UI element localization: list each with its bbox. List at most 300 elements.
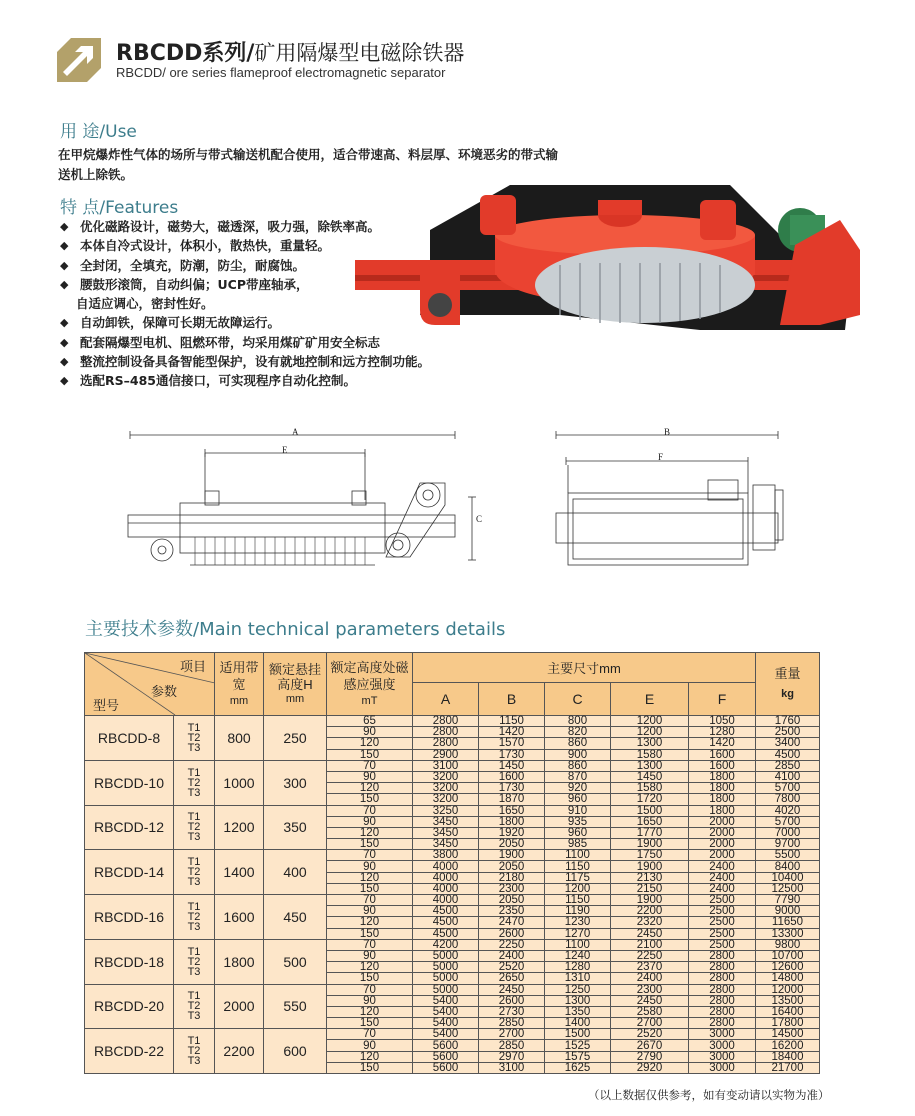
- table-cell: 2670: [611, 1040, 689, 1051]
- table-cell: 2800: [689, 962, 756, 973]
- table-cell: 3000: [689, 1062, 756, 1073]
- table-cell: 1800: [689, 794, 756, 805]
- table-cell: 1900: [611, 861, 689, 872]
- hdr-col-b: B: [479, 683, 545, 716]
- table-cell: 10700: [756, 950, 820, 961]
- table-cell: 1800: [689, 805, 756, 816]
- table-cell: 70: [327, 850, 413, 861]
- table-row: [85, 805, 820, 816]
- table-cell: 1770: [611, 827, 689, 838]
- table-cell: 2580: [611, 1006, 689, 1017]
- table-cell: 5000: [413, 962, 479, 973]
- belt-cell: 1200: [215, 805, 264, 850]
- table-cell: 1580: [611, 749, 689, 760]
- table-cell: 1200: [611, 727, 689, 738]
- table-cell: 2600: [479, 928, 545, 939]
- table-cell: 2800: [689, 995, 756, 1006]
- table-cell: 4200: [413, 939, 479, 950]
- table-cell: 14800: [756, 973, 820, 984]
- table-cell: 1760: [756, 716, 820, 727]
- model-cell: RBCDD-14: [85, 850, 174, 895]
- bullet-diamond-icon: ◆: [60, 316, 69, 330]
- type-cell: T1 T2 T3: [174, 850, 215, 895]
- model-cell: RBCDD-20: [85, 984, 174, 1029]
- table-cell: 1300: [611, 760, 689, 771]
- feature-item: ◆ 整流控制设备具备智能型保护，设有就地控制和远方控制功能。: [58, 352, 578, 371]
- height-cell: 400: [264, 850, 327, 895]
- table-cell: 90: [327, 906, 413, 917]
- table-cell: 2130: [611, 872, 689, 883]
- table-row: [85, 850, 820, 861]
- table-cell: 18400: [756, 1051, 820, 1062]
- bullet-diamond-icon: ◆: [60, 258, 69, 272]
- height-cell: 450: [264, 895, 327, 940]
- table-cell: 1800: [689, 771, 756, 782]
- table-cell: 1525: [545, 1040, 611, 1051]
- table-cell: 2500: [689, 917, 756, 928]
- machine-photo: [260, 175, 860, 345]
- use-text: 在甲烷爆炸性气体的场所与带式输送机配合使用，适合带速高、料层厚、环境恶劣的带式输送机上除铁。: [58, 147, 559, 182]
- table-row: [85, 1029, 820, 1040]
- table-cell: 2700: [479, 1029, 545, 1040]
- table-cell: 17800: [756, 1018, 820, 1029]
- table-cell: 90: [327, 816, 413, 827]
- table-cell: 2450: [611, 928, 689, 939]
- table-cell: 2350: [479, 906, 545, 917]
- table-cell: 4020: [756, 805, 820, 816]
- table-cell: 2450: [479, 984, 545, 995]
- table-cell: 70: [327, 895, 413, 906]
- params-heading: 主要技术参数/Main technical parameters details: [85, 619, 506, 640]
- table-cell: 2000: [689, 839, 756, 850]
- table-cell: 960: [545, 794, 611, 805]
- table-cell: 1650: [479, 805, 545, 816]
- table-cell: 10400: [756, 872, 820, 883]
- table-cell: 1870: [479, 794, 545, 805]
- end-view-drawing: [548, 425, 788, 585]
- table-cell: 14500: [756, 1029, 820, 1040]
- table-cell: 860: [545, 760, 611, 771]
- table-cell: 2520: [479, 962, 545, 973]
- table-cell: 2800: [689, 1006, 756, 1017]
- belt-cell: 2000: [215, 984, 264, 1029]
- table-cell: 3800: [413, 850, 479, 861]
- table-cell: 1400: [545, 1018, 611, 1029]
- table-cell: 2600: [479, 995, 545, 1006]
- header-corner-cell: [85, 653, 215, 716]
- table-cell: 1280: [689, 727, 756, 738]
- table-cell: 1190: [545, 906, 611, 917]
- table-cell: 16200: [756, 1040, 820, 1051]
- table-cell: 4000: [413, 872, 479, 883]
- table-cell: 5400: [413, 1018, 479, 1029]
- footnote: （以上数据仅供参考，如有变动请以实物为准）: [588, 1088, 830, 1102]
- table-cell: 1730: [479, 749, 545, 760]
- table-cell: 3100: [413, 760, 479, 771]
- table-cell: 120: [327, 1051, 413, 1062]
- table-cell: 910: [545, 805, 611, 816]
- table-cell: 1600: [689, 760, 756, 771]
- hdr-weight-cell: 重量 kg: [756, 653, 820, 716]
- table-cell: 2500: [689, 939, 756, 950]
- hdr-col-f: F: [689, 683, 756, 716]
- brand-logo-icon: [57, 38, 101, 82]
- table-cell: 1450: [611, 771, 689, 782]
- feature-item: ◆ 腰鼓形滚筒，自动纠偏；UCP带座轴承，: [58, 275, 578, 294]
- type-cell: T1 T2 T3: [174, 984, 215, 1029]
- table-cell: 2000: [689, 816, 756, 827]
- table-cell: 5700: [756, 783, 820, 794]
- table-cell: 1420: [479, 727, 545, 738]
- type-cell: T1 T2 T3: [174, 895, 215, 940]
- table-cell: 5400: [413, 995, 479, 1006]
- table-cell: 3200: [413, 783, 479, 794]
- table-cell: 150: [327, 973, 413, 984]
- table-cell: 2800: [689, 950, 756, 961]
- table-cell: 120: [327, 962, 413, 973]
- table-cell: 1200: [611, 716, 689, 727]
- table-cell: 2400: [689, 883, 756, 894]
- table-cell: 1240: [545, 950, 611, 961]
- table-cell: 1500: [545, 1029, 611, 1040]
- table-cell: 1900: [611, 895, 689, 906]
- feature-item: ◆ 全封闭，全填充，防潮，防尘，耐腐蚀。: [58, 256, 578, 275]
- table-cell: 1580: [611, 783, 689, 794]
- table-cell: 90: [327, 727, 413, 738]
- table-cell: 1100: [545, 850, 611, 861]
- table-cell: 1280: [545, 962, 611, 973]
- table-cell: 65: [327, 716, 413, 727]
- table-cell: 1900: [611, 839, 689, 850]
- table-cell: 1420: [689, 738, 756, 749]
- table-row: [85, 760, 820, 771]
- type-cell: T1 T2 T3: [174, 939, 215, 984]
- table-cell: 2800: [413, 727, 479, 738]
- table-cell: 1350: [545, 1006, 611, 1017]
- table-cell: 1800: [479, 816, 545, 827]
- height-cell: 300: [264, 760, 327, 805]
- hdr-model: 型号: [93, 698, 120, 713]
- table-body: [85, 716, 820, 1074]
- table-cell: 70: [327, 805, 413, 816]
- table-cell: 5000: [413, 973, 479, 984]
- table-cell: 120: [327, 917, 413, 928]
- table-cell: 5600: [413, 1051, 479, 1062]
- feature-item: ◆ 配套隔爆型电机、阻燃环带，均采用煤矿矿用安全标志: [58, 333, 578, 352]
- table-cell: 13300: [756, 928, 820, 939]
- table-cell: 150: [327, 928, 413, 939]
- table-cell: 1450: [479, 760, 545, 771]
- table-cell: 2500: [756, 727, 820, 738]
- bullet-diamond-icon: ◆: [60, 220, 69, 233]
- dim-label-e: E: [282, 445, 288, 455]
- table-cell: 2400: [479, 950, 545, 961]
- table-cell: 2700: [611, 1018, 689, 1029]
- feature-item: ◆ 本体自冷式设计，体积小，散热快，重量轻。: [58, 236, 578, 255]
- table-cell: 150: [327, 749, 413, 760]
- table-cell: 1570: [479, 738, 545, 749]
- table-cell: 150: [327, 794, 413, 805]
- page-subtitle: RBCDD/ ore series flameproof electromagnetic separator: [116, 65, 446, 80]
- model-cell: RBCDD-10: [85, 760, 174, 805]
- table-cell: 70: [327, 1029, 413, 1040]
- table-cell: 1300: [545, 995, 611, 1006]
- hdr-param: 参数: [151, 684, 178, 699]
- table-cell: 1625: [545, 1062, 611, 1073]
- table-cell: 935: [545, 816, 611, 827]
- table-cell: 2300: [479, 883, 545, 894]
- table-cell: 2500: [689, 906, 756, 917]
- table-cell: 2050: [479, 861, 545, 872]
- table-cell: 3450: [413, 827, 479, 838]
- table-row: [85, 895, 820, 906]
- table-cell: 5600: [413, 1040, 479, 1051]
- table-cell: 2800: [413, 716, 479, 727]
- table-cell: 4000: [413, 861, 479, 872]
- table-cell: 1300: [611, 738, 689, 749]
- side-view-drawing: [120, 425, 500, 585]
- table-cell: 2100: [611, 939, 689, 950]
- table-cell: 3400: [756, 738, 820, 749]
- table-cell: 2050: [479, 839, 545, 850]
- table-cell: 2650: [479, 973, 545, 984]
- table-cell: 2250: [479, 939, 545, 950]
- table-cell: 2730: [479, 1006, 545, 1017]
- model-cell: RBCDD-18: [85, 939, 174, 984]
- table-cell: 90: [327, 861, 413, 872]
- belt-cell: 1800: [215, 939, 264, 984]
- height-cell: 250: [264, 716, 327, 761]
- table-cell: 1100: [545, 939, 611, 950]
- dim-label-b: B: [664, 427, 671, 437]
- hdr-height-cell: 额定悬挂高度H mm: [264, 653, 327, 716]
- hdr-col-e: E: [611, 683, 689, 716]
- table-cell: 2000: [689, 827, 756, 838]
- table-cell: 2180: [479, 872, 545, 883]
- table-cell: 3200: [413, 771, 479, 782]
- table-cell: 9000: [756, 906, 820, 917]
- table-row: [85, 984, 820, 995]
- table-cell: 2900: [413, 749, 479, 760]
- table-cell: 2450: [611, 995, 689, 1006]
- model-cell: RBCDD-8: [85, 716, 174, 761]
- height-cell: 350: [264, 805, 327, 850]
- table-cell: 5000: [413, 984, 479, 995]
- table-cell: 1270: [545, 928, 611, 939]
- table-cell: 2250: [611, 950, 689, 961]
- table-cell: 2920: [611, 1062, 689, 1073]
- table-cell: 1920: [479, 827, 545, 838]
- table-cell: 9800: [756, 939, 820, 950]
- table-cell: 2370: [611, 962, 689, 973]
- model-cell: RBCDD-22: [85, 1029, 174, 1074]
- table-cell: 1310: [545, 973, 611, 984]
- table-cell: 7000: [756, 827, 820, 838]
- table-cell: 1750: [611, 850, 689, 861]
- table-cell: 3450: [413, 839, 479, 850]
- model-cell: RBCDD-12: [85, 805, 174, 850]
- belt-cell: 800: [215, 716, 264, 761]
- table-cell: 16400: [756, 1006, 820, 1017]
- table-cell: 1650: [611, 816, 689, 827]
- bullet-diamond-icon: ◆: [60, 355, 69, 369]
- table-cell: 13500: [756, 995, 820, 1006]
- dim-label-c: C: [476, 514, 483, 524]
- table-cell: 120: [327, 827, 413, 838]
- table-cell: 70: [327, 984, 413, 995]
- dim-label-a: A: [292, 427, 299, 437]
- table-cell: 1600: [479, 771, 545, 782]
- table-cell: 90: [327, 1040, 413, 1051]
- table-cell: 2200: [611, 906, 689, 917]
- table-cell: 2970: [479, 1051, 545, 1062]
- model-cell: RBCDD-16: [85, 895, 174, 940]
- table-cell: 4000: [413, 895, 479, 906]
- table-cell: 2800: [689, 984, 756, 995]
- belt-cell: 1600: [215, 895, 264, 940]
- bullet-diamond-icon: ◆: [60, 335, 69, 349]
- table-cell: 8400: [756, 861, 820, 872]
- belt-cell: 1000: [215, 760, 264, 805]
- table-cell: 5700: [756, 816, 820, 827]
- table-cell: 920: [545, 783, 611, 794]
- table-cell: 2400: [689, 872, 756, 883]
- table-cell: 2800: [689, 1018, 756, 1029]
- table-cell: 3000: [689, 1029, 756, 1040]
- table-cell: 4500: [756, 749, 820, 760]
- dim-label-f: F: [658, 452, 664, 462]
- table-cell: 2400: [689, 861, 756, 872]
- table-cell: 120: [327, 1006, 413, 1017]
- table-cell: 2800: [689, 973, 756, 984]
- table-cell: 1500: [611, 805, 689, 816]
- table-cell: 2520: [611, 1029, 689, 1040]
- table-cell: 4000: [413, 883, 479, 894]
- type-cell: T1 T2 T3: [174, 805, 215, 850]
- table-cell: 2150: [611, 883, 689, 894]
- height-cell: 500: [264, 939, 327, 984]
- features-heading: 特 点/Features: [60, 198, 179, 218]
- table-row: [85, 939, 820, 950]
- table-cell: 1150: [479, 716, 545, 727]
- table-cell: 90: [327, 771, 413, 782]
- table-cell: 5000: [413, 950, 479, 961]
- table-cell: 2850: [479, 1018, 545, 1029]
- table-cell: 1230: [545, 917, 611, 928]
- table-cell: 5500: [756, 850, 820, 861]
- table-cell: 120: [327, 783, 413, 794]
- table-cell: 5600: [413, 1062, 479, 1073]
- feature-item-continuation: 自适应调心，密封性好。: [76, 296, 214, 312]
- table-cell: 5400: [413, 1006, 479, 1017]
- height-cell: 550: [264, 984, 327, 1029]
- table-cell: 90: [327, 995, 413, 1006]
- belt-cell: 2200: [215, 1029, 264, 1074]
- table-cell: 9700: [756, 839, 820, 850]
- table-row: [85, 716, 820, 727]
- table-cell: 120: [327, 738, 413, 749]
- table-cell: 150: [327, 839, 413, 850]
- type-cell: T1 T2 T3: [174, 716, 215, 761]
- type-cell: T1 T2 T3: [174, 1029, 215, 1074]
- table-cell: 2850: [479, 1040, 545, 1051]
- table-cell: 3100: [479, 1062, 545, 1073]
- table-cell: 1720: [611, 794, 689, 805]
- table-cell: 12000: [756, 984, 820, 995]
- table-cell: 1730: [479, 783, 545, 794]
- belt-cell: 1400: [215, 850, 264, 895]
- table-cell: 2050: [479, 895, 545, 906]
- feature-item: ◆ 选配RS–485通信接口，可实现程序自动化控制。: [58, 371, 578, 390]
- title-zh: 矿用隔爆型电磁除铁器: [254, 41, 465, 65]
- table-cell: 12600: [756, 962, 820, 973]
- table-cell: 70: [327, 939, 413, 950]
- feature-item: ◆ 优化磁路设计，磁势大，磁透深，吸力强，除铁率高。: [58, 217, 578, 236]
- table-cell: 1250: [545, 984, 611, 995]
- table-cell: 1600: [689, 749, 756, 760]
- hdr-col-c: C: [545, 683, 611, 716]
- hdr-dims: 主要尺寸mm: [413, 653, 756, 683]
- table-cell: 800: [545, 716, 611, 727]
- table-cell: 7800: [756, 794, 820, 805]
- hdr-belt-cell: 适用带宽 mm: [215, 653, 264, 716]
- type-cell: T1 T2 T3: [174, 760, 215, 805]
- table-cell: 1150: [545, 895, 611, 906]
- table-cell: 1050: [689, 716, 756, 727]
- table-cell: 150: [327, 1062, 413, 1073]
- table-cell: 4500: [413, 906, 479, 917]
- feature-item: ◆ 自动卸铁，保障可长期无故障运行。: [58, 313, 578, 332]
- hdr-item: 项目: [179, 659, 206, 674]
- spec-table: [84, 652, 820, 1074]
- table-cell: 12500: [756, 883, 820, 894]
- table-cell: 1200: [545, 883, 611, 894]
- table-cell: 3200: [413, 794, 479, 805]
- table-cell: 70: [327, 760, 413, 771]
- table-cell: 1800: [689, 783, 756, 794]
- table-cell: 1900: [479, 850, 545, 861]
- bullet-diamond-icon: ◆: [60, 374, 69, 388]
- table-cell: 7790: [756, 895, 820, 906]
- table-cell: 870: [545, 771, 611, 782]
- hdr-field-cell: 额定高度处磁感应强度 mT: [327, 653, 413, 716]
- table-cell: 960: [545, 827, 611, 838]
- table-cell: 90: [327, 950, 413, 961]
- page-title: [116, 36, 464, 67]
- table-cell: 2800: [413, 738, 479, 749]
- table-cell: 4100: [756, 771, 820, 782]
- table-cell: 3450: [413, 816, 479, 827]
- table-cell: 5400: [413, 1029, 479, 1040]
- hdr-col-a: A: [413, 683, 479, 716]
- table-cell: 2500: [689, 928, 756, 939]
- table-cell: 3000: [689, 1051, 756, 1062]
- table-cell: 1150: [545, 861, 611, 872]
- table-cell: 1175: [545, 872, 611, 883]
- table-cell: 820: [545, 727, 611, 738]
- table-cell: 4500: [413, 928, 479, 939]
- title-en: RBCDD系列/: [116, 41, 255, 66]
- table-cell: 120: [327, 872, 413, 883]
- table-cell: 3250: [413, 805, 479, 816]
- use-heading: 用 途/Use: [60, 122, 137, 142]
- table-cell: 2400: [611, 973, 689, 984]
- table-cell: 2500: [689, 895, 756, 906]
- table-cell: 11650: [756, 917, 820, 928]
- table-header-row: [85, 653, 820, 683]
- table-cell: 1575: [545, 1051, 611, 1062]
- table-cell: 2790: [611, 1051, 689, 1062]
